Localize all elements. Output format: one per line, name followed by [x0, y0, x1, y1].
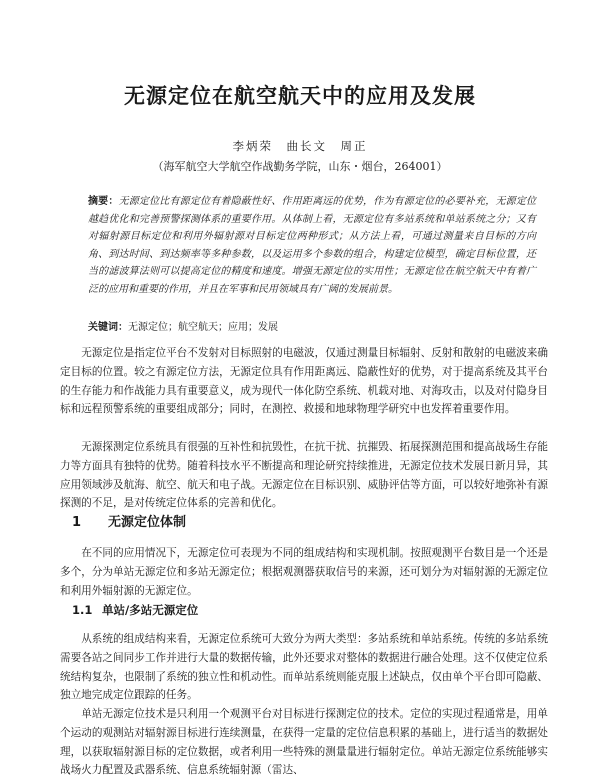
keywords-label: 关键词： — [88, 322, 128, 333]
section-number: 1 — [72, 515, 82, 530]
affiliation: （海军航空大学航空作战勤务学院，山东・烟台，264001） — [152, 160, 448, 173]
author-list: 李炳荣 曲长文 周正 — [232, 139, 368, 153]
keywords — [88, 320, 536, 336]
section-title: 无源定位体制 — [108, 515, 187, 530]
keywords-text: 无源定位；航空航天；应用；发展 — [128, 322, 278, 333]
subsection-title: 单站/多站无源定位 — [102, 603, 199, 617]
section-1-paragraph: 在不同的应用情况下，无源定位可表现为不同的组成结构和实现机制。按照观测平台数目是一个还是多个，分为单站无源定位和多站无源定位；根据观测器获取信号的来源，还可划分为对辐射源的无源定位和利用外辐射源的无源定位。 — [60, 547, 548, 597]
abstract-label: 摘要： — [88, 196, 119, 207]
abstract — [88, 193, 536, 299]
subsection-paragraph-1: 从系统的组成结构来看，无源定位系统可大致分为两大类型：多站系统和单站系统。传统的多站系统需要各站之间同步工作并进行大量的数据传输，此外还要求对整体的数据进行融合处理。这不仅使定位系统结构复杂，也限制了系统的独立性和机动性。而单站系统则能克服上述缺点，仅由单个平台即可隐蔽、独立地完成定位跟踪的任务。 — [60, 633, 548, 702]
subsection-paragraph-2: 单站无源定位技术是只利用一个观测平台对目标进行探测定位的技术。定位的实现过程通常是，用单个运动的观测站对辐射源目标进行连续测量，在获得一定量的定位信息积累的基础上，进行适当的数据处理，以获取辐射源目标的定位数据，或者利用一些特殊的测量量进行辐射定位。单站无源定位系统能够实战场火力配置及武器系统、信息系统辐射源（雷达、 — [60, 708, 548, 777]
paper-title: 无源定位在航空航天中的应用及发展 — [124, 84, 476, 108]
intro-paragraph-2: 无源探测定位系统具有很强的互补性和抗毁性，在抗干扰、抗摧毁、拓展探测范围和提高战场生存能力等方面具有独特的优势。随着科技水平不断提高和理论研究持续推进，无源定位技术发展日新月异，其应用领域涉及航海、航空、航天和电子战。无源定位在目标识别、威胁评估等方面，可以较好地弥补有源探测的不足，是对传统定位体系的完善和优化。 — [60, 441, 548, 510]
subsection-heading — [72, 602, 198, 618]
section-heading — [72, 511, 186, 530]
subsection-number: 1.1 — [72, 603, 93, 617]
intro-paragraph-1: 无源定位是指定位平台不发射对目标照射的电磁波，仅通过测量目标辐射、反射和散射的电磁波来确定目标的位置。较之有源定位方法，无源定位具有作用距离远、隐蔽性好的优势，对于提高系统及其平台的生存能力和作战能力具有重要意义，成为现代一体化防空系统、机载对地、对海攻击，以及对付隐身目标和远程预警系统的重要组成部分；同时，在测控、救援和地球物理学研究中也发挥着重要作用。 — [60, 347, 548, 416]
abstract-text: 无源定位比有源定位有着隐蔽性好、作用距离远的优势，作为有源定位的必要补充，无源定位越趋优化和完善预警探测体系的重要作用。从体制上看，无源定位有多站系统和单站系统之分；又有对辐射源目标定位和利用外辐射源对目标定位两种形式；从方法上看，可通过测量来自目标的方向角、到达时间、到达频率等多种参数，以及运用多个参数的组合，构建定位模型，确定目标位置，还当的滤波算法则可以提高定位的精度和速度。增强无源定位的实用性；无源定位在航空航天中有着广泛的应用和重要的作用，并且在军事和民用领域具有广阔的发展前景。 — [88, 196, 537, 295]
